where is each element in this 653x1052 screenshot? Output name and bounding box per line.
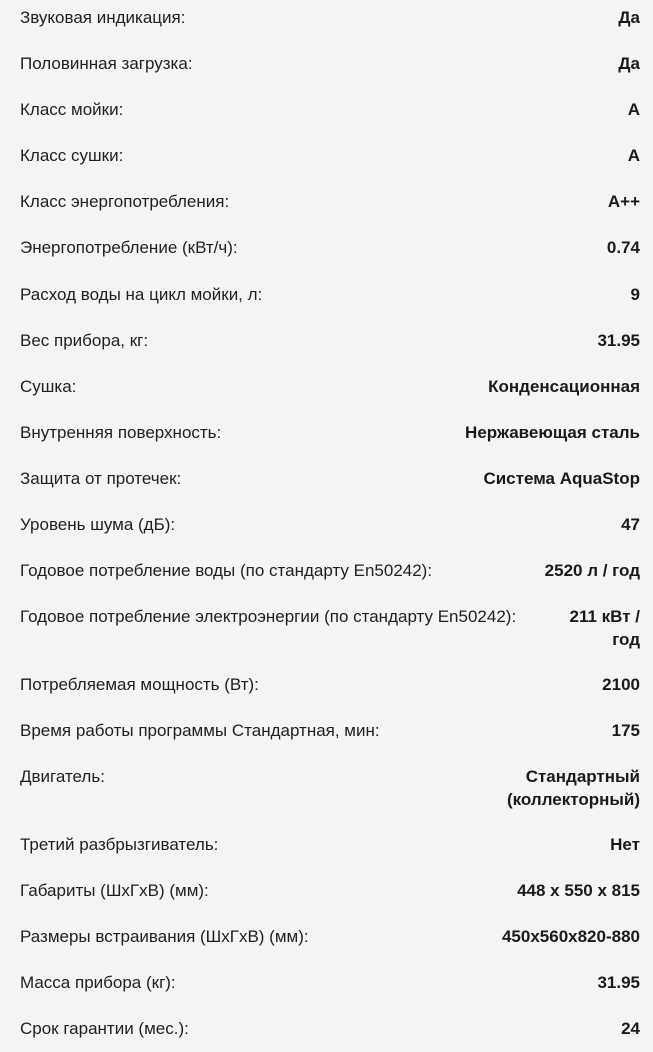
spec-value: Да: [618, 8, 640, 27]
spec-label: Класс сушки:: [20, 146, 124, 165]
spec-value: 9: [630, 285, 640, 304]
spec-value: Стандартный (коллекторный): [506, 767, 640, 809]
spec-label: Годовое потребление воды (по стандарту En50242):: [20, 561, 433, 580]
spec-row-drying: [20, 375, 640, 398]
spec-label: Защита от протечек:: [20, 469, 182, 488]
spec-label: Срок гарантии (мес.):: [20, 1019, 189, 1038]
spec-value: A++: [607, 192, 640, 211]
spec-label: Время работы программы Стандартная, мин:: [20, 721, 380, 740]
spec-label: Половинная загрузка:: [20, 54, 193, 73]
spec-row-power: [20, 673, 640, 696]
spec-value: Система AquaStop: [483, 469, 640, 488]
spec-label: Класс энергопотребления:: [20, 192, 230, 211]
spec-row-weight: [20, 329, 640, 352]
spec-row-third-sprayer: [20, 833, 640, 856]
spec-value: Нет: [610, 835, 640, 854]
spec-row-program-time: [20, 719, 640, 742]
spec-label: Внутренняя поверхность:: [20, 423, 222, 442]
spec-label: Размеры встраивания (ШхГхВ) (мм):: [20, 927, 309, 946]
spec-row-installation-size: [20, 925, 640, 948]
spec-value: 31.95: [597, 331, 640, 350]
spec-label: Класс мойки:: [20, 100, 124, 119]
spec-row-warranty: [20, 1017, 640, 1040]
spec-value: 31.95: [597, 973, 640, 992]
spec-row-sound-indication: [20, 6, 640, 29]
spec-value: 211 кВт / год: [569, 607, 640, 649]
spec-value: 0.74: [606, 238, 640, 257]
spec-label: Расход воды на цикл мойки, л:: [20, 285, 263, 304]
spec-value: 24: [621, 1019, 640, 1038]
spec-row-annual-water: [20, 559, 640, 582]
spec-label: Вес прибора, кг:: [20, 331, 149, 350]
spec-value: 2520 л / год: [544, 561, 640, 580]
spec-label: Энергопотребление (кВт/ч):: [20, 238, 238, 257]
spec-label: Третий разбрызгиватель:: [20, 835, 219, 854]
spec-row-dry-class: [20, 144, 640, 167]
spec-value: Конденсационная: [488, 377, 640, 396]
spec-value: 47: [621, 515, 640, 534]
spec-value: A: [627, 100, 640, 119]
spec-value: 175: [611, 721, 640, 740]
spec-row-annual-energy: [20, 605, 640, 651]
spec-value: 448 x 550 x 815: [517, 881, 640, 900]
spec-label: Потребляемая мощность (Вт):: [20, 675, 259, 694]
spec-row-water-per-cycle: [20, 283, 640, 306]
spec-row-motor: [20, 765, 640, 811]
spec-value: 2100: [602, 675, 640, 694]
spec-row-noise-level: [20, 513, 640, 536]
spec-label: Годовое потребление электроэнергии (по стандарту En50242):: [20, 607, 517, 626]
spec-label: Габариты (ШхГхВ) (мм):: [20, 881, 209, 900]
spec-label: Звуковая индикация:: [20, 8, 186, 27]
spec-value: A: [627, 146, 640, 165]
spec-row-half-load: [20, 52, 640, 75]
spec-row-energy-consumption: [20, 236, 640, 259]
spec-label: Сушка:: [20, 377, 77, 396]
spec-value: 450x560x820-880: [501, 927, 640, 946]
spec-value: Нержавеющая сталь: [465, 423, 640, 442]
spec-row-mass: [20, 971, 640, 994]
spec-row-dimensions: [20, 879, 640, 902]
spec-label: Двигатель:: [20, 767, 105, 786]
spec-label: Уровень шума (дБ):: [20, 515, 176, 534]
spec-row-energy-class: [20, 190, 640, 213]
spec-row-inner-surface: [20, 421, 640, 444]
spec-row-leak-protection: [20, 467, 640, 490]
spec-row-wash-class: [20, 98, 640, 121]
spec-value: Да: [618, 54, 640, 73]
spec-label: Масса прибора (кг):: [20, 973, 176, 992]
